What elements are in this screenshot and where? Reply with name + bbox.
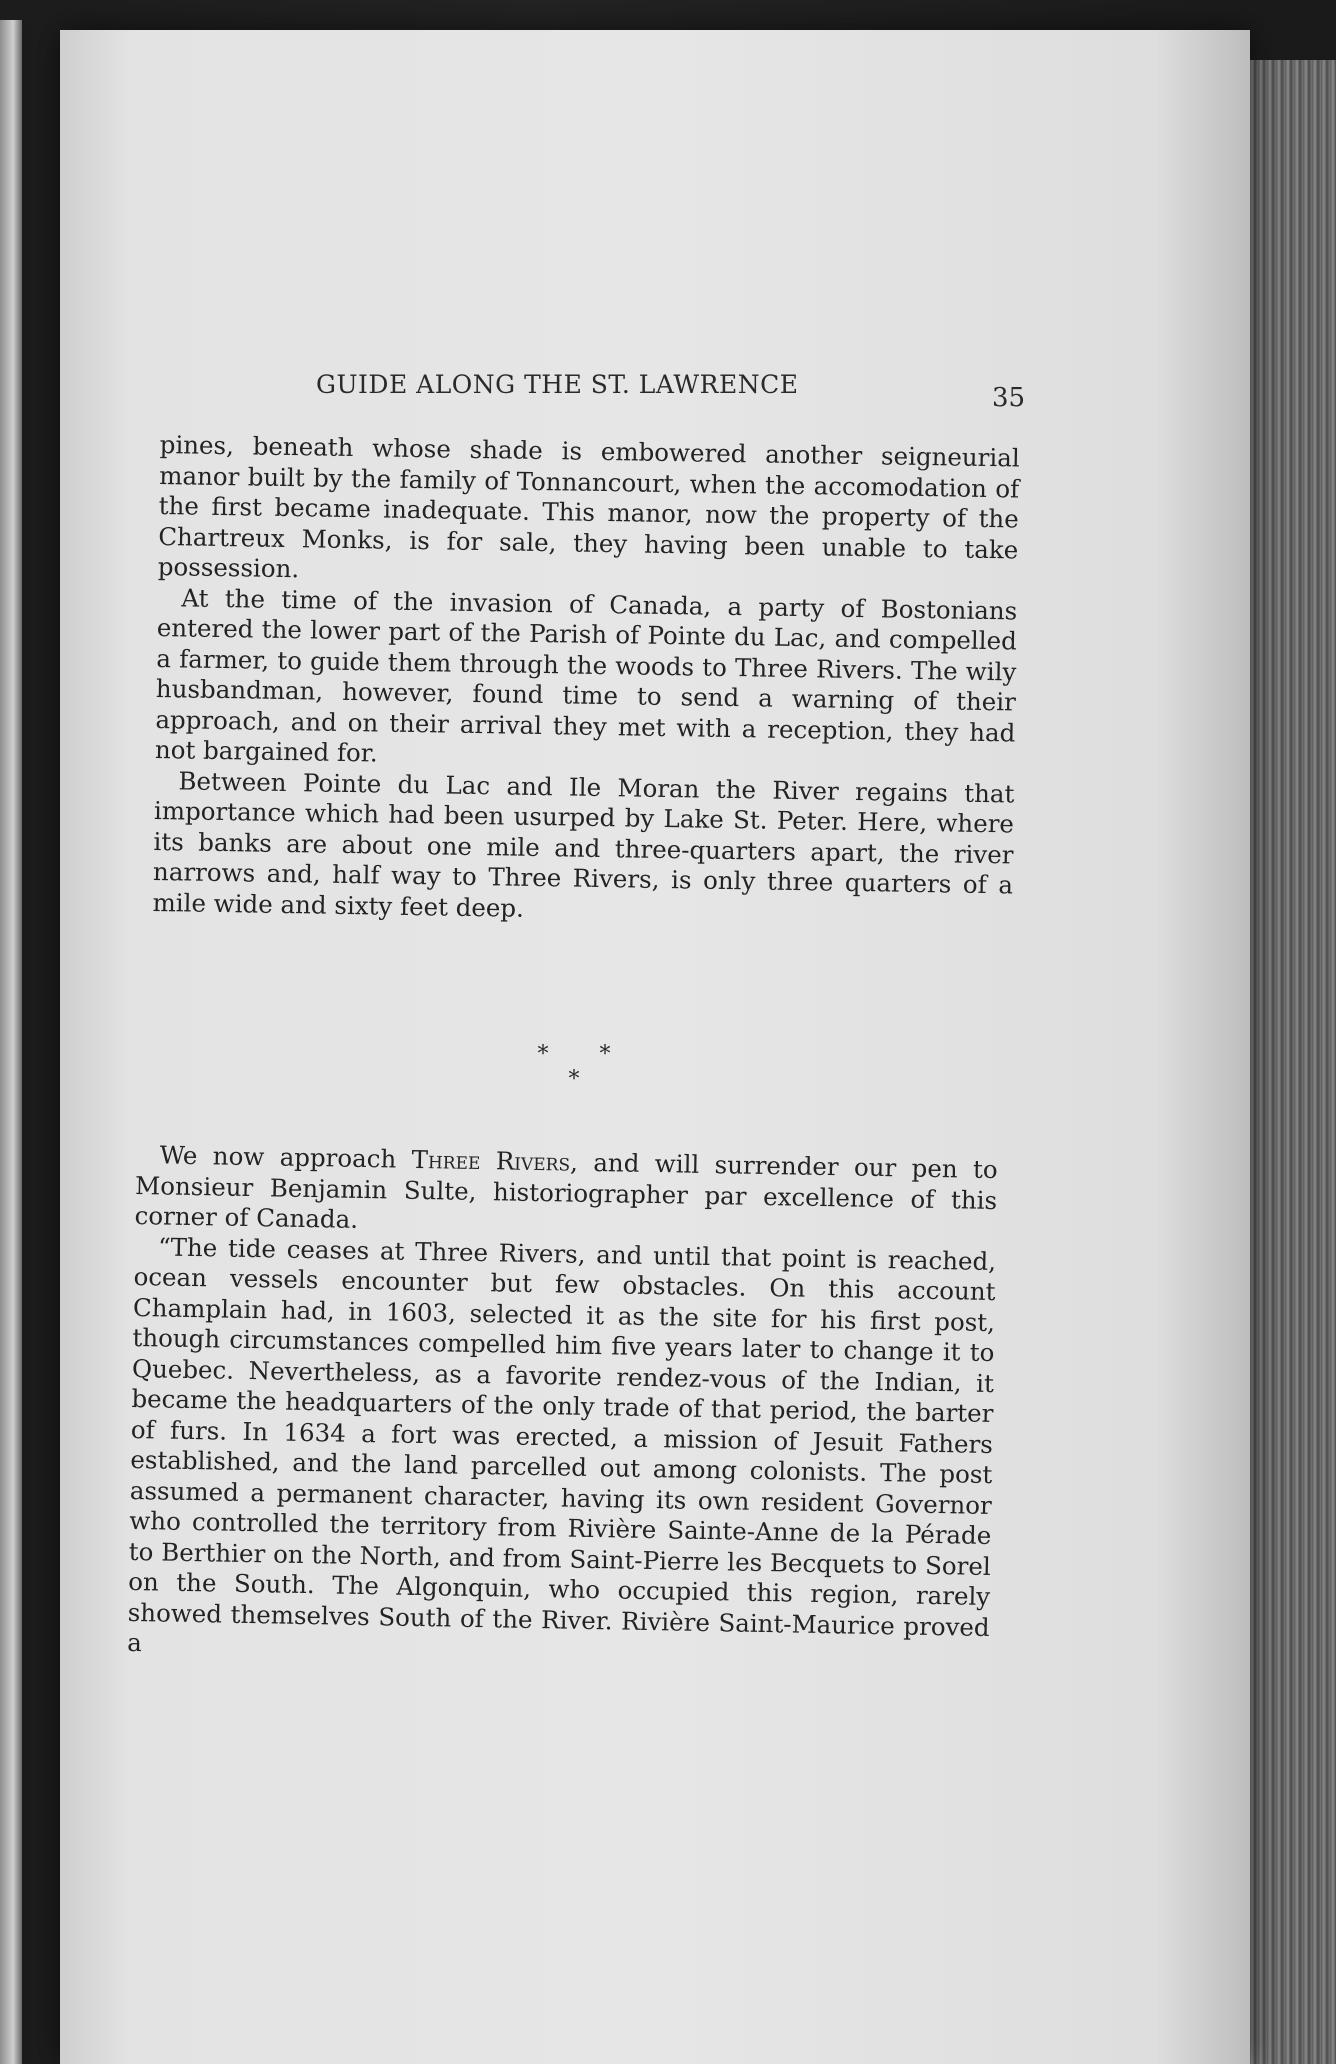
section-break-ornament: * * * xyxy=(537,1042,633,1092)
paragraph: “The tide ceases at Three Rivers, and until that point is reached, ocean vessels encounter but few obstacles. On this account Champlain had, in 1603, selected it as the site for his first post, though circumstances compelled him five years later to change it to Quebec. Nevertheless, as a favorite rendez-vous of the Indian, it became the headquarters of the only trade of that period, the barter of furs. In 1634 a fort was erected, a mission of Jesuit Fathers established, and the land parcelled out among colonists. The post assumed a permanent character, having its own resident Governor who controlled the territory from Rivière Sainte-Anne de la Pérade to Berthier on the North, and from Saint-Pierre les Becquets to Sorel on the South. The Algonquin, who occupied this region, rarely showed themselves South of the River. Rivière Saint-Maurice proved a xyxy=(126,1231,997,1658)
page-number: 35 xyxy=(992,383,1026,413)
paragraph-text: We now approach xyxy=(159,1140,412,1174)
book-page xyxy=(60,30,1250,2064)
paragraph: pines, beneath whose shade is embowered another seigneurial manor built by the family of Tonnancourt, when the accomodation of the first became inadequate. This manor, now the property of the Chartreux Monks, is for sale, they having been unable to take possession. xyxy=(157,430,1020,584)
place-name-smallcaps: Three Rivers xyxy=(411,1144,571,1177)
page-stack-edge xyxy=(1240,60,1336,2064)
paragraph-text: , and will surrender our pen to Monsieur Benjamin Sulte, historiographer par excellence of this corner of Canada. xyxy=(134,1147,998,1234)
text-block-lower xyxy=(127,1140,998,1673)
paragraph xyxy=(134,1140,997,1247)
paragraph: Between Pointe du Lac and Ile Moran the River regains that importance which had been usurped by Lake St. Peter. Here, where its banks are about one mile and three-quarters apart, the river narrows and, half way to Three Rivers, is only three quarters of a mile wide and sixty feet deep. xyxy=(152,765,1015,923)
running-head: GUIDE ALONG THE ST. LAWRENCE xyxy=(316,370,799,399)
previous-page-edge xyxy=(0,20,22,2064)
paragraph: At the time of the invasion of Canada, a party of Bostonians entered the lower part of the Parish of Pointe du Lac, and compelled a farmer, to guide them through the woods to Three Rivers. The wily husbandman, however, found time to send a warning of their approach, and on their arrival they met with a reception, they had not bargained for. xyxy=(154,582,1018,768)
text-block-upper xyxy=(152,430,1020,931)
